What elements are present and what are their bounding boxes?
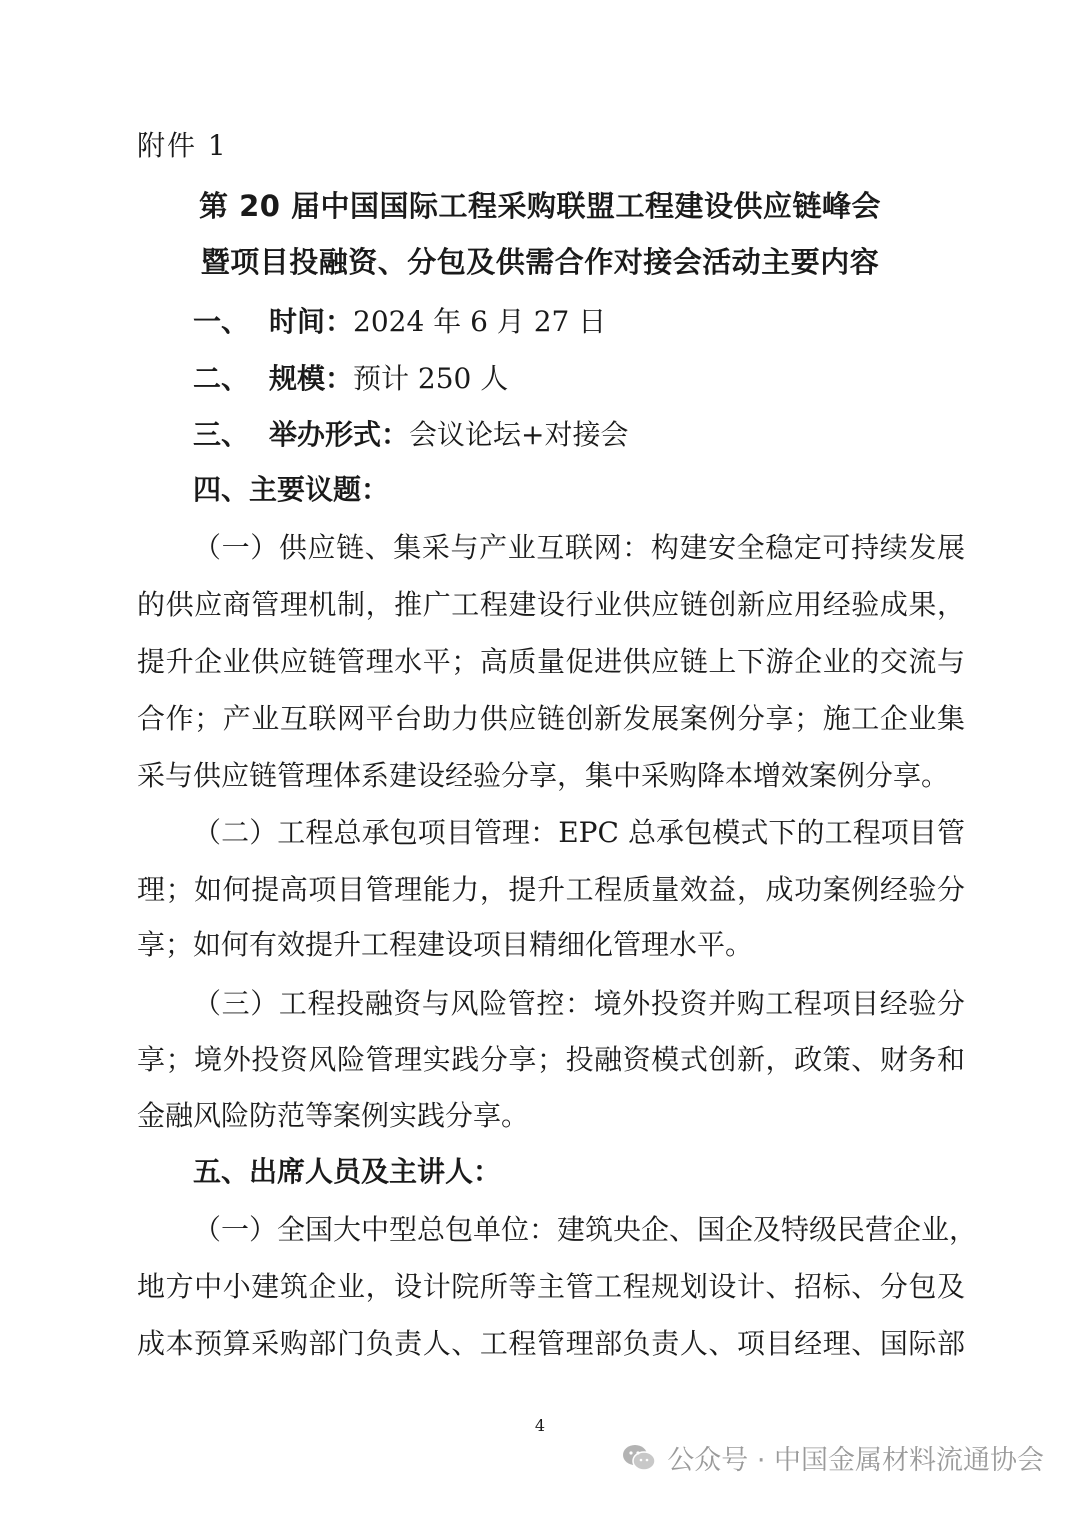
paragraph-line: 金融风险防范等案例实践分享。	[137, 1099, 530, 1132]
section-time	[193, 300, 606, 340]
paragraph-line: （二）工程总承包项目管理：EPC 总承包模式下的工程项目管	[193, 816, 965, 849]
section-label: 举办形式：	[269, 418, 410, 451]
paragraph-line: （三）工程投融资与风险管控：境外投资并购工程项目经验分	[193, 987, 965, 1020]
section-attendees-heading	[193, 1150, 501, 1190]
watermark-text: 公众号 · 中国金属材料流通协会	[667, 1445, 1044, 1476]
paragraph-line: 享；如何有效提升工程建设项目精细化管理水平。	[137, 928, 754, 961]
section-label: 规模：	[269, 362, 354, 395]
page-number: 4	[534, 1416, 546, 1435]
paragraph-line: （一）全国大中型总包单位：建筑央企、国企及特级民营企业，	[193, 1213, 978, 1246]
paragraph-line: 地方中小建筑企业，设计院所等主管工程规划设计、招标、分包及	[137, 1270, 965, 1303]
paragraph-line: 的供应商管理机制，推广工程建设行业供应链创新应用经验成果，	[137, 588, 965, 621]
paragraph-line: 享；境外投资风险管理实践分享；投融资模式创新，政策、财务和	[137, 1043, 965, 1076]
section-heading: 五、出席人员及主讲人：	[193, 1155, 502, 1188]
paragraph-line: 理；如何提高项目管理能力，提升工程质量效益，成功案例经验分	[137, 873, 965, 906]
title-line-2: 暨项目投融资、分包及供需合作对接会活动主要内容	[200, 245, 880, 279]
section-number: 二、	[193, 362, 250, 395]
section-scale	[193, 357, 508, 397]
paragraph-line: （一）供应链、集采与产业互联网：构建安全稳定可持续发展	[193, 531, 965, 564]
section-value: 预计 250 人	[353, 362, 509, 395]
section-topics-heading	[193, 468, 389, 508]
section-value: 2024 年 6 月 27 日	[353, 305, 607, 338]
section-format	[193, 413, 629, 453]
attachment-label: 附件 1	[137, 129, 228, 162]
paragraph-line: 采与供应链管理体系建设经验分享，集中采购降本增效案例分享。	[137, 759, 950, 792]
watermark	[621, 1438, 1044, 1477]
paragraph-line: 提升企业供应链管理水平；高质量促进供应链上下游企业的交流与	[137, 645, 965, 678]
section-number: 三、	[193, 418, 250, 451]
section-value: 会议论坛+对接会	[409, 418, 629, 451]
title-line-1: 第 20 届中国国际工程采购联盟工程建设供应链峰会	[198, 189, 882, 223]
section-label: 时间：	[269, 305, 354, 338]
section-heading: 四、主要议题：	[193, 473, 390, 506]
paragraph-line: 成本预算采购部门负责人、工程管理部负责人、项目经理、国际部	[137, 1327, 965, 1360]
paragraph-line: 合作；产业互联网平台助力供应链创新发展案例分享；施工企业集	[137, 702, 965, 735]
wechat-icon	[621, 1442, 657, 1474]
section-number: 一、	[193, 305, 250, 338]
